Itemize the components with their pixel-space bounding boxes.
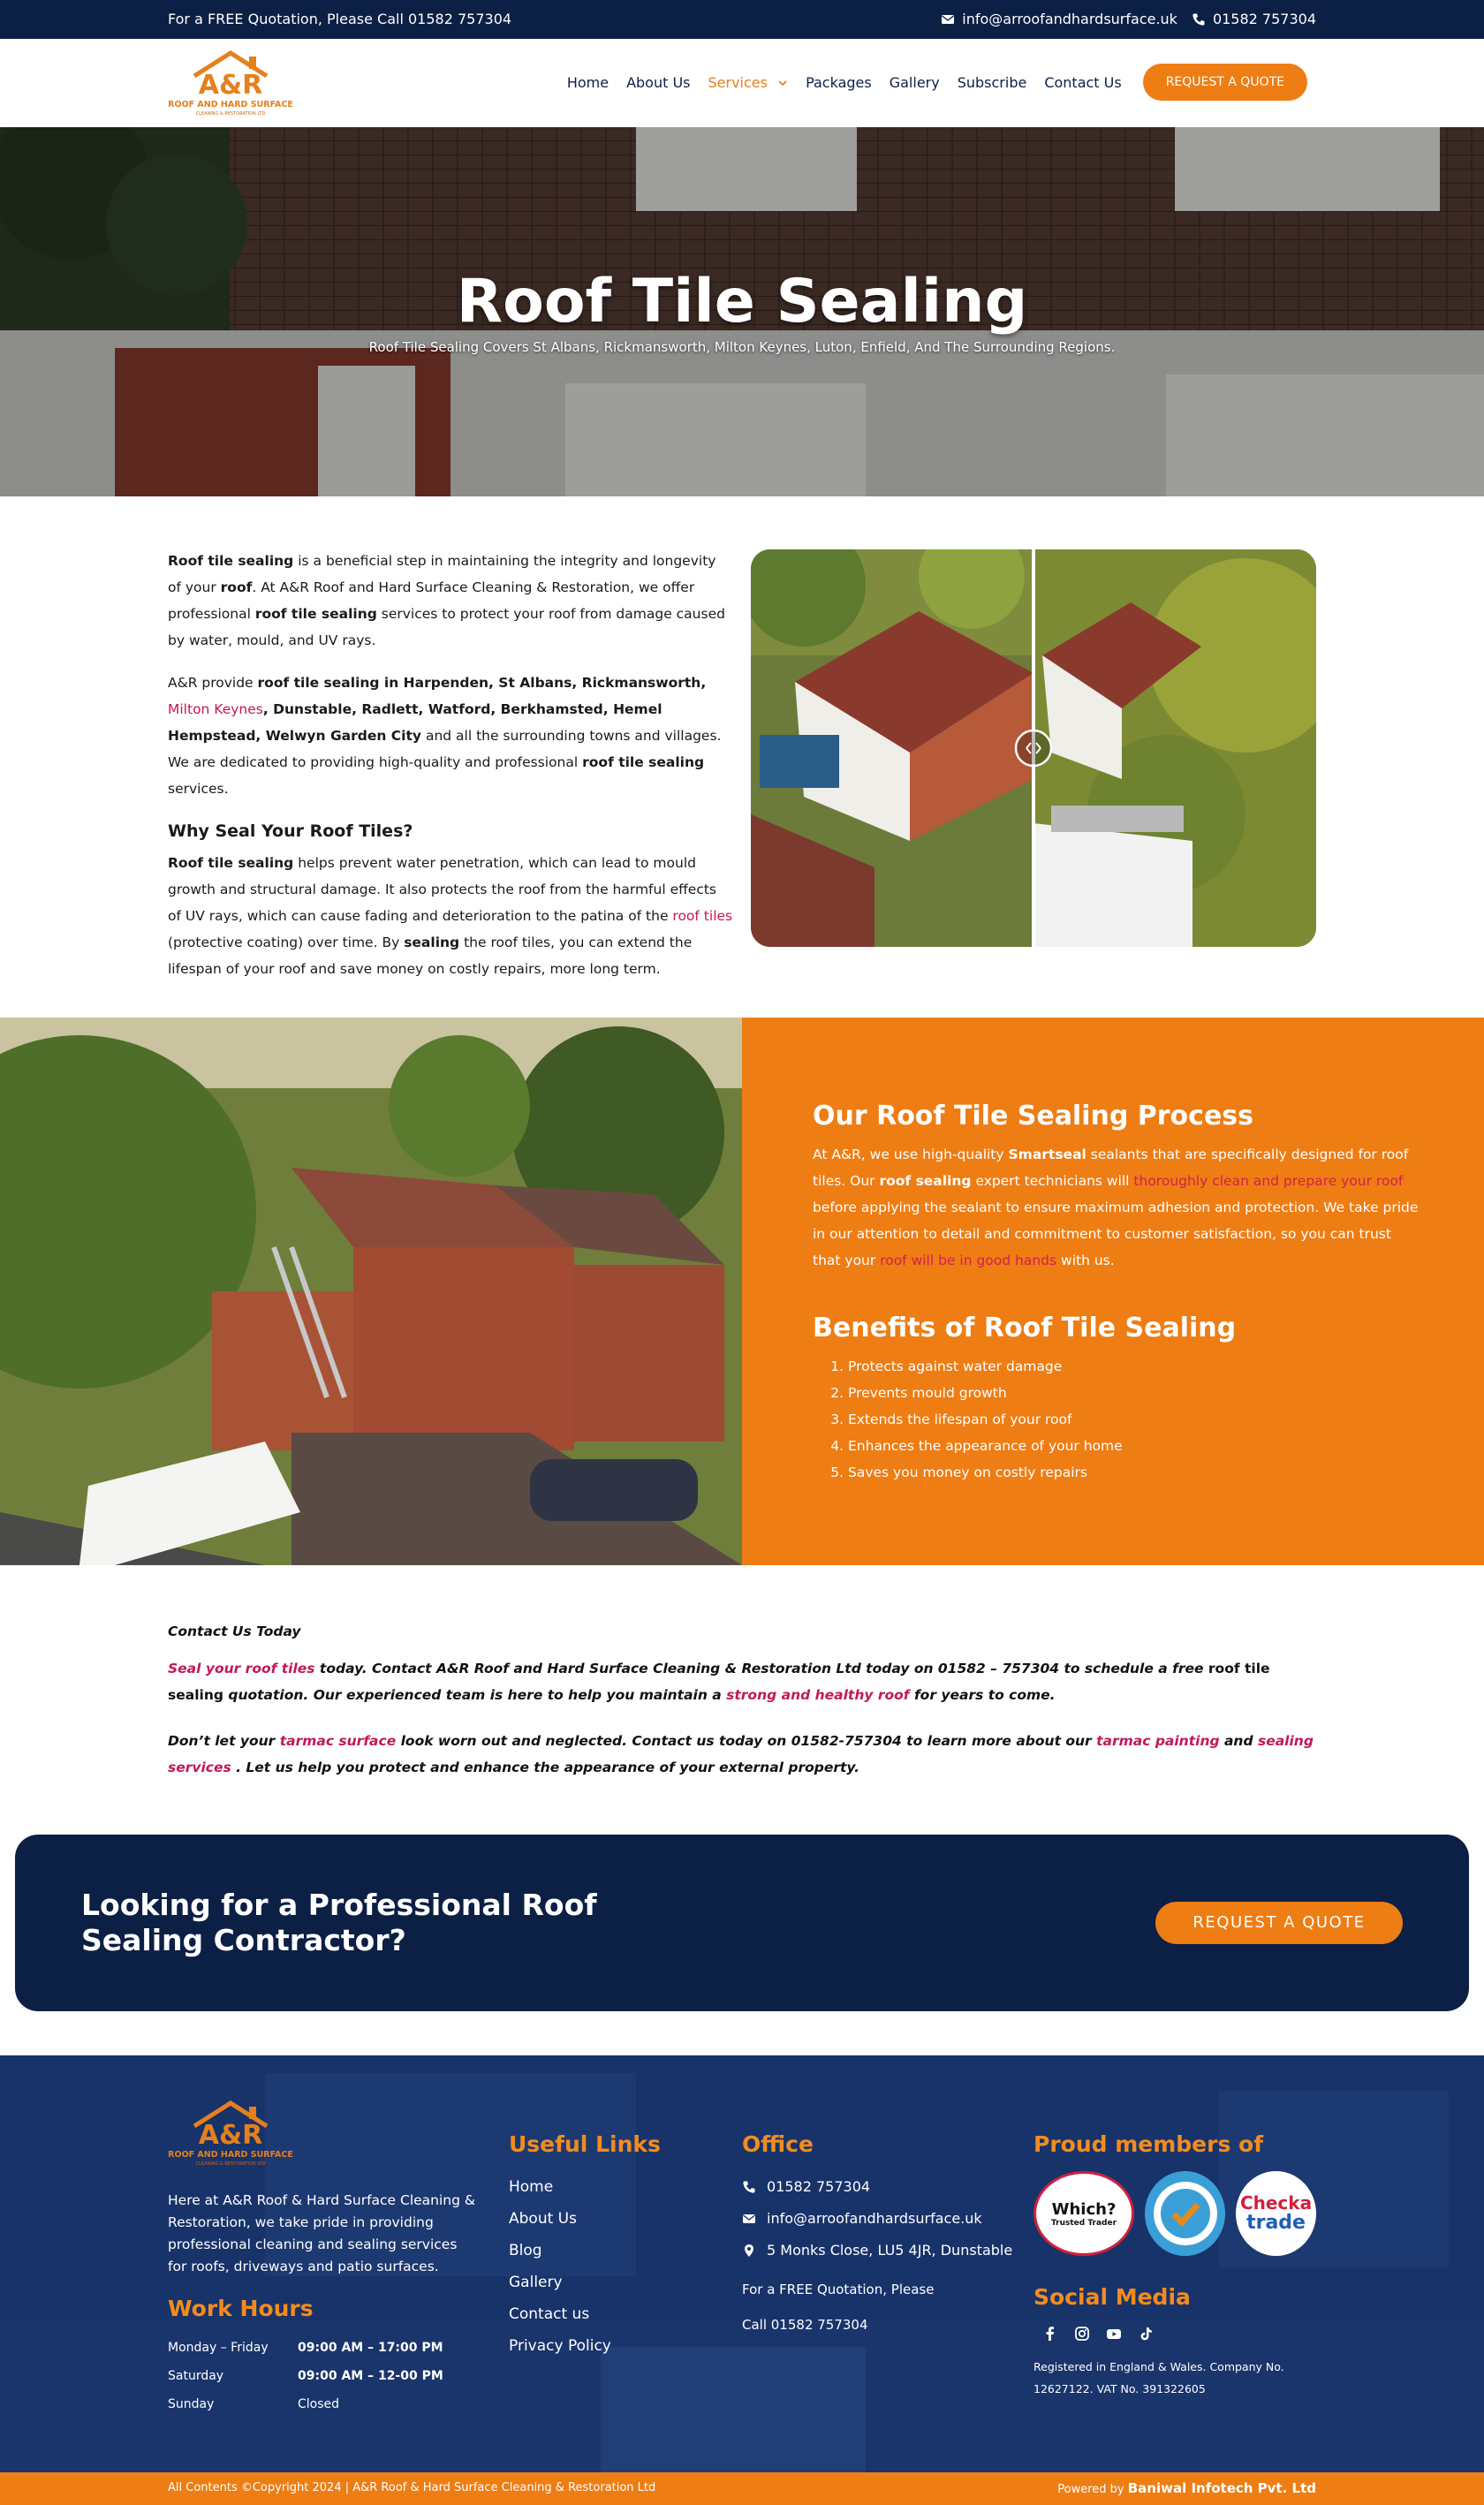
main-nav [567,64,1307,101]
seal-roof-tiles-link[interactable]: Seal your roof tiles [168,1661,315,1676]
contact-paragraph-2 [168,1728,1316,1781]
process-paragraph [813,1141,1422,1274]
before-after-slider[interactable] [751,549,1316,947]
text: . Let us help you protect and enhance the appearance of your external property. [231,1760,859,1775]
tiktok-icon[interactable] [1138,2326,1154,2342]
hero-banner [0,127,1484,496]
social-links [1034,2326,1316,2342]
bold-text: roof sealing [879,1173,972,1189]
office-phone-text: 01582 757304 [767,2178,871,2195]
nav-subscribe[interactable]: Subscribe [957,73,1027,91]
footer-office-column [742,2131,1025,2342]
free-quote-line-2: Call 01582 757304 [742,2317,868,2333]
contact-section [168,1618,1316,1800]
logo-sub-text: ROOF AND HARD SURFACE [168,100,293,110]
powered-by-link[interactable]: Baniwal Infotech Pvt. Ltd [1127,2480,1316,2496]
social-media-title: Social Media [1034,2284,1191,2310]
tarmac-painting-link[interactable]: tarmac painting [1096,1733,1220,1749]
process-house-image [0,1018,742,1565]
why-seal-heading: Why Seal Your Roof Tiles? [168,821,413,841]
site-footer [0,2055,1484,2472]
bold-text: roof tile sealing [582,754,705,770]
text: today. Contact A&R Roof and Hard Surface Cleaning & Restoration Ltd today on 01582 – 757304 to schedule a free [314,1661,1208,1676]
slider-handle-icon [1016,730,1051,766]
proud-members-title: Proud members of [1034,2131,1264,2157]
top-bar [0,0,1484,39]
text: . At A&R Roof and Hard Surface Cleaning & Restoration, we offer professional [168,579,695,622]
text: services to protect your roof from damage caused by water, mould, and UV rays. [168,606,725,648]
nav-home[interactable]: Home [566,73,610,91]
footer-link-gallery[interactable]: Gallery [509,2274,563,2291]
topbar-quote-text: For a FREE Quotation, Please Call 01582 757304 [168,11,512,27]
footer-logo-tiny: CLEANING & RESTORATION LTD [195,2161,266,2167]
text: and [1219,1733,1258,1749]
copyright-text: All Contents ©Copyright 2024 | A&R Roof & Hard Surface Cleaning & Restoration Ltd [168,2481,656,2494]
phone-icon [742,2180,756,2194]
hours-row [168,2390,477,2418]
which-trusted-trader-badge[interactable] [1034,2171,1134,2256]
text: Don’t let your [168,1733,280,1749]
sealing-services-link[interactable]: sealing services [168,1733,1314,1775]
office-address [742,2235,1025,2267]
office-email[interactable] [742,2203,1025,2235]
list-item: 5. Saves you money on costly repairs [848,1459,1422,1486]
hours-day: Saturday [168,2369,224,2383]
badge-which-text: Which? [1051,2199,1117,2219]
list-item: 4. Enhances the appearance of your home [848,1433,1422,1459]
benefits-title: Benefits of Roof Tile Sealing [813,1313,1237,1343]
text: A&R provide [168,675,258,691]
footer-links-column [509,2131,685,2362]
nav-services-label: Services [708,73,768,91]
contact-paragraph-1 [168,1655,1316,1708]
list-item: 2. Prevents mould growth [848,1380,1422,1406]
bold-text: , Dunstable, Radlett, Watford, Berkhamsted, Hemel Hempstead, Welwyn Garden City [168,701,662,744]
process-title: Our Roof Tile Sealing Process [813,1101,1254,1131]
contact-heading: Contact Us Today [168,1623,301,1639]
site-header [0,39,1484,127]
nav-about-us[interactable]: About Us [626,73,691,91]
hours-row [168,2334,477,2362]
text: sealants that are specifically designed for roof tiles. Our [813,1147,1409,1189]
powered-by [1057,2480,1316,2496]
badge-which-sub: Trusted Trader [1051,2218,1117,2228]
milton-keynes-link[interactable]: Milton Keynes [168,701,263,717]
tarmac-surface-link[interactable]: tarmac surface [279,1733,397,1749]
topbar-phone-text: 01582 757304 [1212,11,1316,27]
text: look worn out and neglected. Contact us today on 01582-757304 to learn more about our [396,1733,1097,1749]
footer-link-home[interactable]: Home [509,2178,554,2196]
hours-day: Monday – Friday [168,2341,269,2355]
topbar-email[interactable] [941,11,1177,27]
footer-link-blog[interactable]: Blog [509,2242,542,2259]
footer-logo-main: A&R [198,2120,263,2151]
footer-about-column [168,2098,477,2418]
cta-title: Looking for a Professional Roof Sealing Contractor? [81,1888,597,1957]
nav-services[interactable] [708,74,789,91]
instagram-icon[interactable] [1074,2326,1090,2342]
youtube-icon[interactable] [1106,2326,1122,2342]
bold-text: Roof tile sealing [168,553,294,569]
text: (protective coating) over time. By [168,935,405,950]
nav-contact-us[interactable]: Contact Us [1044,73,1122,91]
footer-link-contact-us[interactable]: Contact us [509,2305,590,2323]
footer-link-about-us[interactable]: About Us [509,2210,577,2228]
benefits-list [813,1353,1422,1486]
work-hours-title: Work Hours [168,2296,314,2321]
bold-text: Roof tile sealing [168,855,294,871]
text: and all the surrounding towns and villages. We are dedicated to providing high-quality and professional [168,728,722,770]
footer-link-privacy-policy[interactable]: Privacy Policy [509,2337,611,2355]
text: with us. [1056,1252,1115,1268]
envelope-icon [941,12,955,26]
nav-packages[interactable]: Packages [806,73,872,91]
work-hours-table [168,2334,477,2418]
hours-time: Closed [298,2397,340,2411]
logo-tiny-text: CLEANING & RESTORATION LTD [195,111,266,117]
company-registration: Registered in England & Wales. Company No. 12627122. VAT No. 391322605 [1034,2360,1284,2395]
trustmark-badge[interactable] [1145,2171,1225,2256]
hours-time: 09:00 AM – 12-00 PM [298,2369,443,2383]
text: helps prevent water penetration, which can lead to mould growth and structural damage. It also protects the roof from the harmful effects of UV rays, which can cause fading and deterioration to the patina of the [168,855,716,924]
badge-trade-text: trade [1246,2212,1306,2234]
phone-icon [1192,12,1206,26]
hours-day: Sunday [168,2397,215,2411]
bottom-bar [0,2472,1484,2505]
checkatrade-badge[interactable] [1236,2171,1316,2256]
footer-members-column [1034,2131,1316,2400]
before-after-image [751,549,1316,947]
topbar-email-text: info@arroofandhardsurface.uk [962,11,1177,27]
text: services. [168,781,229,797]
request-quote-button[interactable]: REQUEST A QUOTE [1143,64,1307,101]
facebook-icon[interactable] [1042,2326,1058,2342]
footer-logo[interactable] [168,2098,293,2168]
bold-text: roof tile sealing [168,1661,1270,1703]
badge-checka-text: Checka [1239,2192,1313,2214]
office-phone[interactable] [742,2171,1025,2203]
intro-paragraph-3 [168,850,733,982]
bold-text: roof [220,579,253,595]
roof-tiles-link[interactable]: roof tiles [672,908,733,924]
text: is a beneficial step in maintaining the integrity and longevity of your [168,553,716,595]
footer-logo-sub: ROOF AND HARD SURFACE [168,2150,293,2160]
chevron-down-icon [777,79,788,87]
logo-main-text: A&R [198,70,263,101]
hours-time: 09:00 AM – 17:00 PM [298,2341,443,2355]
hours-row [168,2362,477,2390]
intro-paragraph-1 [168,548,733,654]
footer-about-text: Here at A&R Roof & Hard Surface Cleaning & Restoration, we take pride in providing professional cleaning and sealing services for roofs, driveways and patio surfaces. [168,2192,475,2274]
text: At A&R, we use high-quality [813,1147,1009,1162]
office-free-quote [742,2272,1025,2342]
site-logo[interactable] [168,48,293,118]
intro-section [168,548,733,998]
checkmark-shield-icon [1150,2178,1221,2249]
useful-links-title: Useful Links [509,2131,661,2157]
hero-title: Roof Tile Sealing [456,267,1028,337]
map-pin-icon [742,2244,756,2258]
text: before applying the sealant to ensure maximum adhesion and protection. We take pride in our attention to detail and commitment to customer satisfaction, so you can trust that your [813,1200,1419,1268]
intro-paragraph-2 [168,670,733,802]
nav-gallery[interactable]: Gallery [889,73,940,91]
list-item: 1. Protects against water damage [848,1353,1422,1380]
bold-text: roof tile sealing in Harpenden, St Albans, Rickmansworth, [257,675,707,691]
office-title: Office [742,2131,814,2157]
text: for years to come. [909,1687,1056,1703]
topbar-phone[interactable] [1192,11,1316,27]
hero-subtitle: Roof Tile Sealing Covers St Albans, Rickmansworth, Milton Keynes, Luton, Enfield, And The Surrounding Regions. [368,339,1116,355]
membership-badges [1034,2171,1316,2256]
powered-prefix: Powered by [1057,2483,1128,2496]
bold-text: sealing [404,935,460,950]
cta-banner [15,1835,1469,2011]
bold-text: roof tile sealing [254,606,377,622]
free-quote-line-1: For a FREE Quotation, Please [742,2282,935,2297]
process-text-panel [742,1018,1484,1565]
clean-prepare-link[interactable]: thoroughly clean and prepare your roof [1133,1173,1404,1189]
text: the roof tiles, you can extend the lifespan of your roof and save money on costly repairs, more long term. [168,935,693,977]
process-section [0,1018,1484,1565]
text: quotation. Our experienced team is here to help you maintain a [223,1687,727,1703]
bold-text: Smartseal [1008,1147,1086,1162]
office-email-text: info@arroofandhardsurface.uk [767,2210,982,2227]
list-item: 3. Extends the lifespan of your roof [848,1406,1422,1433]
cta-request-quote-button[interactable]: REQUEST A QUOTE [1155,1902,1403,1944]
envelope-icon [742,2212,756,2226]
text: expert technicians will [971,1173,1134,1189]
strong-healthy-roof-link[interactable]: strong and healthy roof [726,1687,910,1703]
office-address-text: 5 Monks Close, LU5 4JR, Dunstable [767,2242,1013,2259]
good-hands-link[interactable]: roof will be in good hands [880,1252,1057,1268]
